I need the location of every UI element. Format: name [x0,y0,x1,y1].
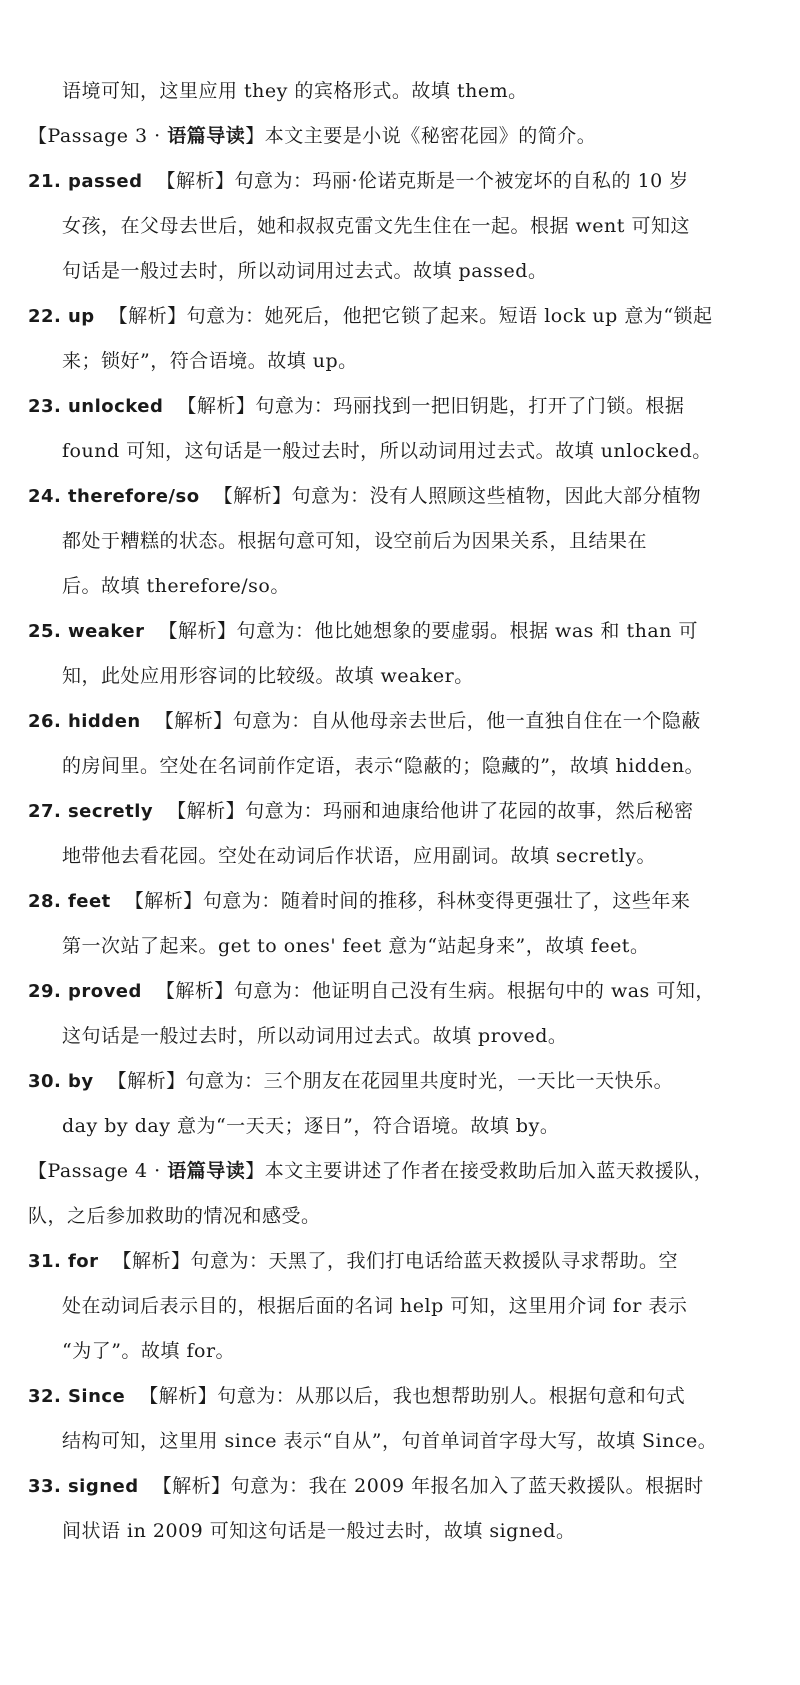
item-answer: signed [67,1476,139,1497]
item-26 [28,707,701,736]
item-tag: 【解析】 [107,1070,186,1092]
item-answer: by [67,1071,94,1092]
item-24-line-3: 后。故填 therefore/so。 [62,575,290,597]
item-line: 句意为：三个朋友在花园里共度时光，一天比一天快乐。 [185,1070,674,1092]
item-answer: hidden [67,711,141,732]
passage-4-label: 【Passage 4 · [28,1160,168,1182]
item-number: 33. [28,1476,62,1497]
item-line: 句意为：玛丽找到一把旧钥匙，打开了门锁。根据 [255,395,685,417]
item-26-line-2: 的房间里。空处在名词前作定语，表示“隐蔽的；隐藏的”，故填 hidden。 [62,755,705,777]
item-answer: Since [67,1386,126,1407]
item-tag: 【解析】 [152,1475,231,1497]
item-22-line-2: 来；锁好”，符合语境。故填 up。 [62,350,358,372]
item-22 [28,302,713,331]
item-answer: secretly [67,801,154,822]
item-tag: 【解析】 [158,620,237,642]
item-answer: unlocked [67,396,164,417]
item-line: 句意为：没有人照顾这些植物，因此大部分植物 [291,485,702,507]
item-number: 22. [28,306,62,327]
item-number: 21. [28,171,62,192]
item-tag: 【解析】 [167,800,246,822]
item-tag: 【解析】 [124,890,203,912]
item-line: 句意为：玛丽和迪康给他讲了花园的故事，然后秘密 [245,800,694,822]
item-line: 句意为：他证明自己没有生病。根据句中的 was 可知， [233,980,715,1002]
item-32-line-2: 结构可知，这里用 since 表示“自从”，句首单词首字母大写，故填 Since。 [62,1430,718,1452]
passage-4-tag: 语篇导读 [167,1160,246,1182]
item-number: 31. [28,1251,62,1272]
item-30-line-2: day by day 意为“一天天；逐日”，符合语境。故填 by。 [62,1115,560,1137]
item-27 [28,797,694,826]
intro-line: 语境可知，这里应用 they 的宾格形式。故填 them。 [62,80,528,102]
item-line: 句意为：玛丽·伦诺克斯是一个被宠坏的自私的 10 岁 [234,170,689,192]
item-33 [28,1472,704,1501]
item-tag: 【解析】 [156,170,235,192]
item-21-line-2: 女孩，在父母去世后，她和叔叔克雷文先生住在一起。根据 went 可知这 [62,215,690,237]
passage-3-label: 【Passage 3 · [28,125,168,147]
item-29-line-2: 这句话是一般过去时，所以动词用过去式。故填 proved。 [62,1025,568,1047]
item-32 [28,1382,685,1411]
item-33-line-2: 间状语 in 2009 可知这句话是一般过去时，故填 signed。 [62,1520,576,1542]
item-number: 29. [28,981,62,1002]
item-number: 30. [28,1071,62,1092]
item-number: 23. [28,396,62,417]
item-21-line-3: 句话是一般过去时，所以动词用过去式。故填 passed。 [62,260,548,282]
item-answer: for [67,1251,99,1272]
item-23-line-2: found 可知，这句话是一般过去时，所以动词用过去式。故填 unlocked。 [62,440,712,462]
passage-3-text: 】本文主要是小说《秘密花园》的简介。 [245,125,597,147]
item-line: 句意为：随着时间的推移，科林变得更强壮了，这些年来 [202,890,691,912]
item-tag: 【解析】 [155,980,234,1002]
item-23 [28,392,684,421]
item-31 [28,1247,678,1276]
item-tag: 【解析】 [108,305,187,327]
item-answer: feet [67,891,111,912]
item-28-line-2: 第一次站了起来。get to ones' feet 意为“站起身来”，故填 feet。 [62,935,650,957]
item-line: 句意为：他比她想象的要虚弱。根据 was 和 than 可 [236,620,698,642]
item-tag: 【解析】 [112,1250,191,1272]
item-tag: 【解析】 [213,485,292,507]
item-number: 28. [28,891,62,912]
item-line: 句意为：她死后，他把它锁了起来。短语 lock up 意为“锁起 [186,305,713,327]
item-31-line-2: 处在动词后表示目的，根据后面的名词 help 可知，这里用介词 for 表示 [62,1295,688,1317]
item-24 [28,482,701,511]
passage-3-tag: 语篇导读 [167,125,246,147]
item-number: 26. [28,711,62,732]
passage-4-intro-line-2: 队，之后参加救助的情况和感受。 [28,1205,321,1227]
item-tag: 【解析】 [177,395,256,417]
item-27-line-2: 地带他去看花园。空处在动词后作状语，应用副词。故填 secretly。 [62,845,656,867]
item-line: 句意为：我在 2009 年报名加入了蓝天救援队。根据时 [230,1475,704,1497]
item-line: 句意为：天黑了，我们打电话给蓝天救援队寻求帮助。空 [190,1250,679,1272]
item-24-line-2: 都处于糟糕的状态。根据句意可知，设空前后为因果关系，且结果在 [62,530,648,552]
item-28 [28,887,690,916]
item-number: 24. [28,486,62,507]
item-number: 27. [28,801,62,822]
item-30 [28,1067,673,1096]
item-29 [28,977,715,1006]
passage-4-text: 】本文主要讲述了作者在接受救助后加入蓝天救援队， [245,1160,714,1182]
item-21 [28,167,689,196]
item-31-line-3: “为了”。故填 for。 [62,1340,236,1362]
item-answer: weaker [67,621,145,642]
item-answer: proved [67,981,142,1002]
item-answer: therefore/so [67,486,200,507]
item-answer: up [67,306,95,327]
item-25-line-2: 知，此处应用形容词的比较级。故填 weaker。 [62,665,474,687]
item-tag: 【解析】 [139,1385,218,1407]
item-number: 32. [28,1386,62,1407]
item-number: 25. [28,621,62,642]
passage-4-intro [28,1157,713,1185]
item-line: 句意为：从那以后，我也想帮助别人。根据句意和句式 [217,1385,686,1407]
item-tag: 【解析】 [154,710,233,732]
item-line: 句意为：自从他母亲去世后，他一直独自住在一个隐蔽 [232,710,701,732]
passage-3-intro [28,122,596,150]
item-25 [28,617,698,646]
item-answer: passed [67,171,143,192]
